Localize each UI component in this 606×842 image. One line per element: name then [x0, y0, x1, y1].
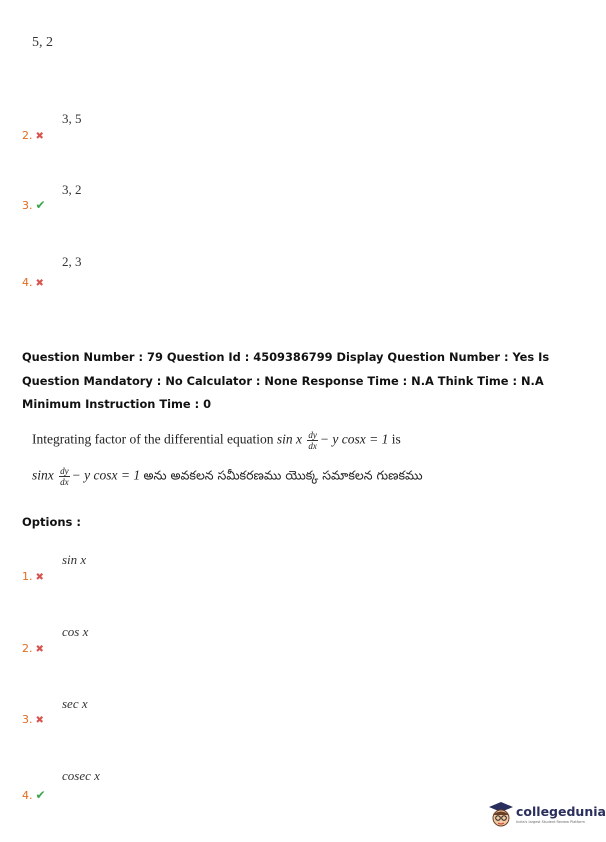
question-english	[32, 430, 401, 451]
question-telugu	[32, 466, 423, 487]
fraction-denominator: dx	[308, 441, 317, 451]
collegedunia-logo	[488, 798, 606, 832]
fraction-numerator: dy	[60, 466, 69, 476]
question-english-suffix: is	[391, 431, 401, 447]
prev-option-2-number: 2.	[22, 129, 33, 142]
prev-option-2-value: 3, 5	[62, 111, 82, 126]
cross-icon: ✖	[35, 715, 44, 726]
option-2-number: 2.	[22, 642, 33, 655]
graduate-mascot-icon	[488, 800, 514, 830]
question-header: Question Number : 79 Question Id : 4509386799 Display Question Number : Yes Is Question Mandatory : No Calculator : None Response Time : N.A Think Time : N.A Minimum Instruction Time : 0	[22, 350, 550, 411]
derivative-fraction	[307, 430, 318, 451]
question-english-sin: sin x	[276, 431, 303, 447]
cross-icon: ✖	[35, 278, 44, 289]
prev-option-4-marker	[22, 271, 44, 290]
option-3-number: 3.	[22, 713, 33, 726]
option-1-marker	[22, 565, 44, 584]
prev-option-2-marker	[22, 124, 44, 143]
prev-option-3-number: 3.	[22, 199, 33, 212]
question-telugu-equation: − y cosx = 1	[71, 467, 141, 483]
cross-icon: ✖	[35, 644, 44, 655]
option-2-marker	[22, 637, 44, 656]
question-english-equation: − y cosx = 1	[319, 431, 389, 447]
option-3-marker	[22, 708, 44, 727]
derivative-fraction	[59, 466, 70, 487]
option-4-marker	[22, 784, 46, 803]
option-4-number: 4.	[22, 789, 33, 802]
prev-option-1-value: 5, 2	[32, 35, 53, 50]
brand-name: collegedunia	[516, 804, 606, 819]
fraction-denominator: dx	[60, 477, 69, 487]
cross-icon: ✖	[35, 131, 44, 142]
option-1-number: 1.	[22, 570, 33, 583]
fraction-numerator: dy	[308, 430, 317, 440]
prev-option-3-marker	[22, 194, 46, 213]
check-icon: ✔	[35, 788, 46, 802]
prev-option-4-value: 2, 3	[62, 254, 82, 269]
prev-option-4-number: 4.	[22, 276, 33, 289]
question-telugu-sin: sinx	[32, 467, 54, 483]
check-icon: ✔	[35, 198, 46, 212]
question-english-prefix: Integrating factor of the differential equation	[32, 431, 274, 447]
option-3-value: sec x	[62, 696, 88, 711]
option-4-value: cosec x	[62, 768, 100, 783]
options-label: Options :	[22, 515, 81, 529]
option-1-value: sin x	[62, 552, 87, 567]
brand-tagline: India's largest Student Review Platform	[516, 820, 585, 824]
prev-option-3-value: 3, 2	[62, 182, 82, 197]
option-2-value: cos x	[62, 624, 89, 639]
question-telugu-text: అను అవకలన సమీకరణము యొక్క సమాకలన గుణకము	[143, 467, 423, 483]
cross-icon: ✖	[35, 572, 44, 583]
